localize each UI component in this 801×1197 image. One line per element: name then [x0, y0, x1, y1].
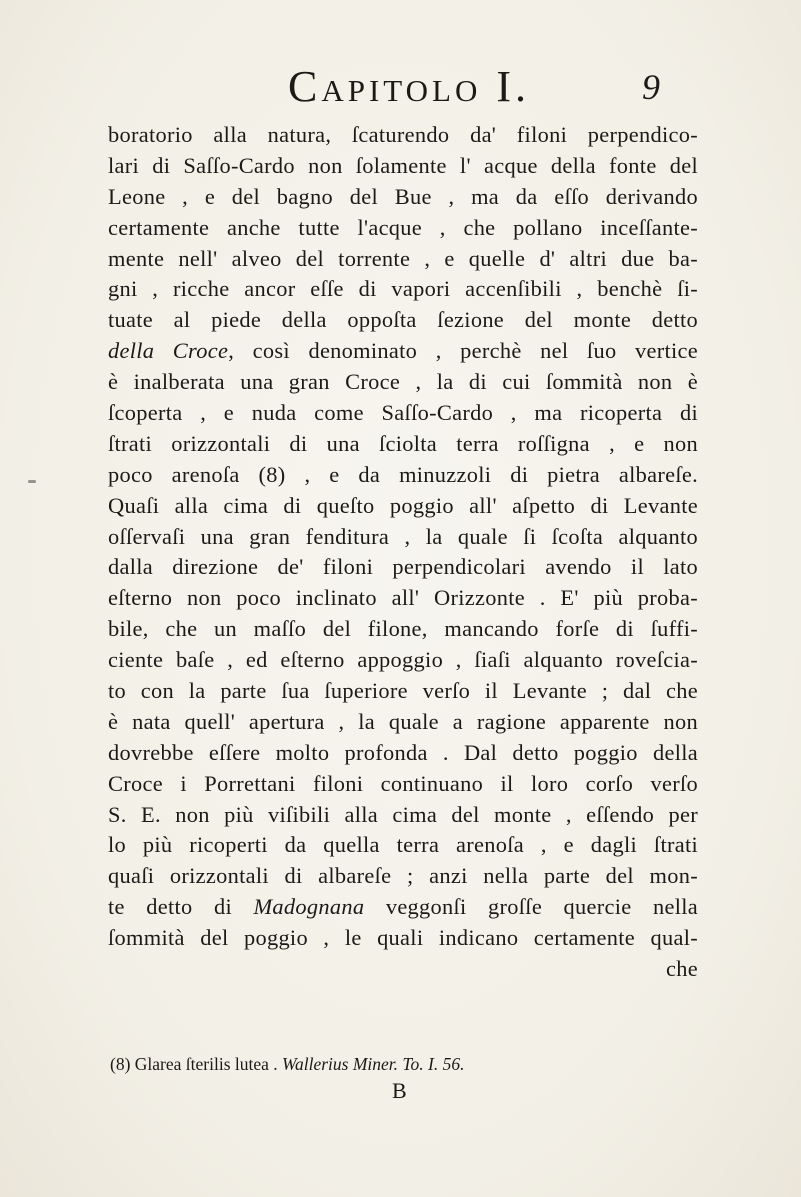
footnote-citation: Wallerius Miner. To. I. 56. — [282, 1054, 465, 1074]
text-line: S. E. non più viſibili alla cima del monte , eſſendo per — [108, 801, 698, 827]
text-line: to con la parte ſua ſuperiore verſo il Levante ; dal che — [108, 678, 698, 704]
body-text — [108, 120, 698, 985]
text-line: è inalberata una gran Croce , la di cui ſommità non è — [108, 369, 698, 395]
text-line: ſtrati orizzontali di una ſciolta terra roſſigna , e non — [108, 430, 698, 456]
margin-mark — [28, 480, 36, 483]
text-line: tuate al piede della oppoſta ſezione del monte detto — [108, 307, 698, 333]
footnote — [110, 1052, 670, 1076]
text-line: dalla direzione de' filoni perpendicolari avendo il lato — [108, 554, 698, 580]
text-line: ſcoperta , e nuda come Saſſo-Cardo , ma ricoperta di — [108, 400, 698, 426]
catchword: che — [666, 956, 698, 982]
text-line: certamente anche tutte l'acque , che pollano inceſſante- — [108, 214, 698, 240]
chapter-heading: Capitolo I. — [288, 62, 531, 111]
italic-fragment: Madognana — [253, 894, 365, 920]
text-line: ciente baſe , ed eſterno appoggio , ſiaſi alquanto roveſcia- — [108, 647, 698, 673]
text-line: dovrebbe eſſere molto profonda . Dal detto poggio della — [108, 739, 698, 765]
text-line: eſterno non poco inclinato all' Orizzonte . E' più proba- — [108, 585, 698, 611]
text-line: Quaſi alla cima di queſto poggio all' aſpetto di Levante — [108, 492, 698, 518]
text-line: bile, che un maſſo del filone, mancando forſe di ſuffi- — [108, 616, 698, 642]
running-header — [240, 62, 660, 112]
page-number: 9 — [642, 67, 660, 107]
text-line: boratorio alla natura, ſcaturendo da' filoni perpendico- — [108, 122, 698, 147]
text-line: lari di Saſſo-Cardo non ſolamente l' acque della fonte del — [108, 152, 698, 178]
text-line: gni , ricche ancor eſſe di vapori accenſibili , benchè ſi- — [108, 276, 698, 302]
signature-mark: B — [392, 1078, 407, 1103]
text-line: poco arenoſa (8) , e da minuzzoli di pietra albareſe. — [108, 461, 698, 487]
text-line: quaſi orizzontali di albareſe ; anzi nella parte del mon- — [108, 863, 698, 889]
text-line: lo più ricoperti da quella terra arenoſa , e dagli ſtrati — [108, 832, 698, 858]
text-line: ſommità del poggio , le quali indicano certamente qual- — [108, 925, 698, 951]
text-line: oſſervaſi una gran fenditura , la quale ſi ſcoſta alquanto — [108, 523, 698, 549]
italic-fragment: della Croce — [108, 338, 229, 364]
footnote-text: (8) Glarea ſterilis lutea . Wallerius Miner. To. I. 56. — [110, 1054, 465, 1074]
text-line: è nata quell' apertura , la quale a ragione apparente non — [108, 708, 698, 734]
text-line: mente nell' alveo del torrente , e quelle d' altri due ba- — [108, 245, 698, 271]
text-line: Croce i Porrettani filoni continuano il loro corſo verſo — [108, 770, 698, 796]
text-line: Leone , e del bagno del Bue , ma da eſſo derivando — [108, 183, 698, 209]
text-line-with-italic: te detto di Madognana veggonſi groſſe quercie nella — [108, 894, 698, 920]
text-line-with-italic: della Croce, così denominato , perchè nel ſuo vertice — [108, 338, 698, 364]
